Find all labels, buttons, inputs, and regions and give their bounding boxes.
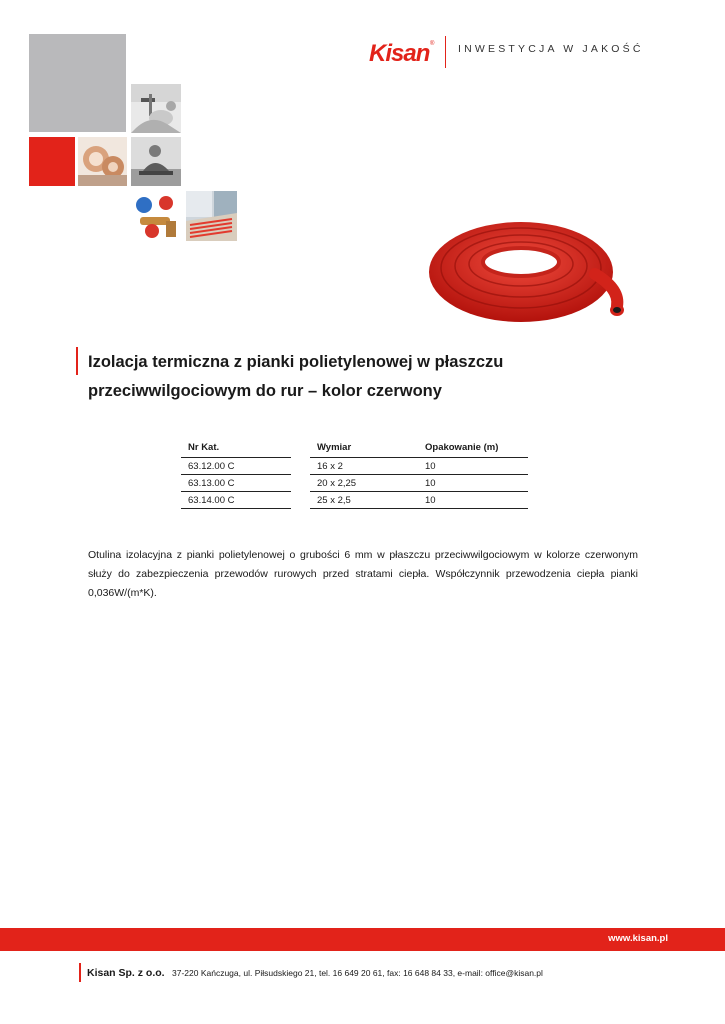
catalog-number: 63.13.00 C — [181, 475, 291, 492]
mosaic-grey-block — [29, 34, 126, 132]
dimension-header: Wymiar — [310, 438, 418, 458]
website-link[interactable]: www.kisan.pl — [608, 933, 668, 944]
dimension-cell: 20 x 2,25 — [310, 475, 418, 492]
table-row — [310, 492, 528, 509]
photo-bathroom-tap — [131, 84, 181, 133]
package-cell: 10 — [418, 475, 528, 492]
dimension-cell: 25 x 2,5 — [310, 492, 418, 509]
svg-text:®: ® — [430, 41, 435, 47]
footer-address: 37-220 Kańczuga, ul. Piłsudskiego 21, tel. 16 649 20 61, fax: 16 648 84 33, e-mail: office@kisan.pl — [172, 968, 543, 978]
photo-copper-fittings — [78, 137, 127, 186]
mosaic-red-block — [29, 137, 75, 186]
table-row — [181, 458, 291, 475]
logo-divider — [445, 36, 446, 68]
package-cell: 10 — [418, 458, 528, 475]
product-image — [425, 214, 630, 329]
dimension-cell: 16 x 2 — [310, 458, 418, 475]
specs-table — [310, 438, 528, 509]
table-row — [181, 475, 291, 492]
catalog-number: 63.12.00 C — [181, 458, 291, 475]
package-header: Opakowanie (m) — [418, 438, 528, 458]
svg-text:Kisan: Kisan — [369, 40, 430, 67]
catalog-number: 63.14.00 C — [181, 492, 291, 509]
footer-company: Kisan Sp. z o.o. — [87, 967, 165, 979]
kisan-logo — [368, 35, 468, 67]
photo-valves — [130, 191, 181, 241]
photo-underfloor-heating — [186, 191, 237, 241]
product-title: Izolacja termiczna z pianki polietylenowej w płaszczu przeciwwilgociowym do rur – kolor czerwony — [88, 353, 504, 400]
package-cell: 10 — [418, 492, 528, 509]
footer-accent-bar — [79, 963, 81, 982]
product-description: Otulina izolacyjna z pianki polietylenowej o grubości 6 mm w płaszczu przeciwwilgociowym w kolorze czerwonym służy do zabezpieczenia przewodów rurowych przed stratami ciepła. Współczynnik przewodzenia ciepła pianki 0,036W/(m*K). — [88, 549, 638, 599]
title-accent-bar — [76, 347, 78, 375]
photo-woman-relaxing — [131, 137, 181, 186]
catalog-table — [181, 438, 291, 509]
table-row — [181, 492, 291, 509]
catalog-header: Nr Kat. — [181, 438, 291, 458]
table-row — [310, 475, 528, 492]
table-row — [310, 458, 528, 475]
header-slogan: INWESTYCJA W JAKOŚĆ — [458, 43, 644, 55]
